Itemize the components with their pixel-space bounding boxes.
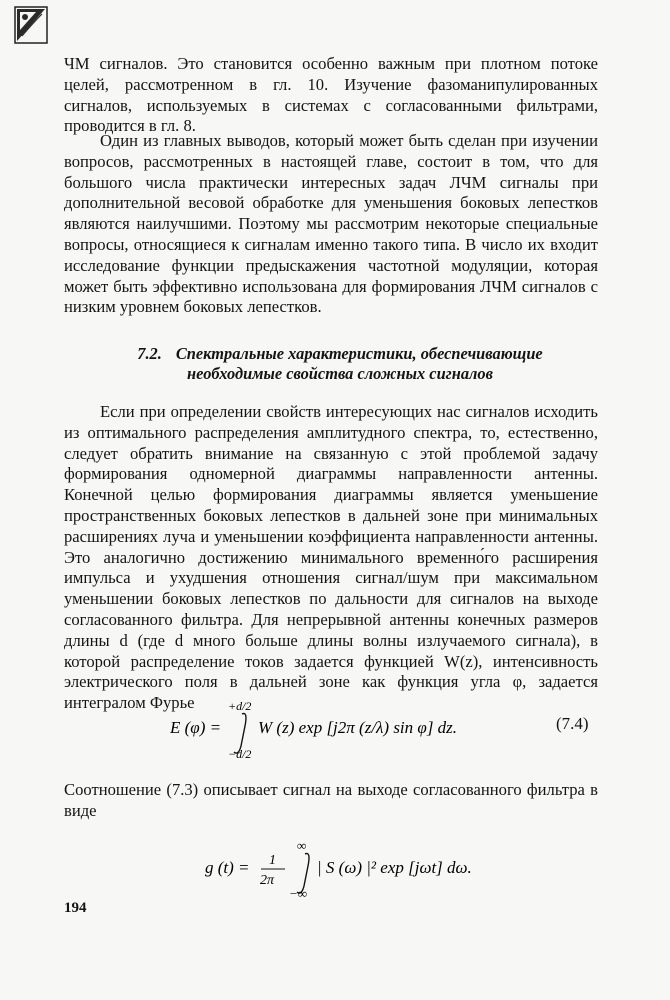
eq1-lhs: E (φ) = <box>170 718 222 737</box>
eq1-lower-limit: −d/2 <box>228 747 252 760</box>
eq2-lower-limit: −∞ <box>289 886 308 900</box>
eq1-upper-limit: +d/2 <box>228 700 252 713</box>
paragraph-3: Если при определении свойств интересующих нас сигналов исходить из оптимального распределения амплитудного спектра, то, естественно, следует обратить внимание на связанную с этой проблемой задачу формирования одномерной диаграммы направленности антенны. Конечной целью формирования диаграммы является уменьшение пространственных боковых лепестков в дальней зоне при минимальных расширениях луча и уменьшении коэффициента направленности антенны. Это аналогично достижению минимального временно́го расширения импульса и ухудшения отношения сигнал/шум при максимальном уменьшении боковых лепестков по дальности для сигналов на выходе согласованного фильтра. Для непрерывной антенны конечных размеров длины d (где d много больше длины волны излучаемого сигнала), в которой распределение токов задается функцией W(z), интенсивность электрического поля в дальней зоне как функция угла φ, задается интегралом Фурье <box>64 402 598 713</box>
eq2-integrand: | S (ω) |² exp [jωt] dω. <box>317 858 472 877</box>
paragraph-2: Один из главных выводов, который может быть сделан при изучении вопросов, рассмотренных в настоящей главе, состоит в том, что для большого числа практически интересных задач ЛЧМ сигналы при дополнительной весовой обработке для уменьшения боковых лепестков являются наилучшими. Поэтому мы рассмотрим некоторые специальные вопросы, относящиеся к сигналам именно такого типа. В число их входит исследование функции предыскажения частотной модуляции, которая может быть эффективно использована для формирования ЛЧМ сигналов с низким уровнем боковых лепестков. <box>64 131 598 317</box>
page-number: 194 <box>64 900 87 916</box>
equation-number: (7.4) <box>556 714 589 733</box>
section-heading <box>100 344 580 384</box>
eq2-fraction-denominator: 2π <box>260 873 275 888</box>
equation-matched-filter-output <box>205 840 485 900</box>
section-number: 7.2. <box>137 344 162 363</box>
corner-ornament-icon <box>14 6 48 44</box>
eq2-fraction-numerator: 1 <box>269 853 276 868</box>
paragraph-1: ЧМ сигналов. Это становится особенно важным при плотном потоке целей, рассмотренном в гл. 10. Изучение фазоманипулированных сигналов, используемых в системах с согласованными фильтрами, проводится в гл. 8. <box>64 54 598 136</box>
section-title-line-1: Спектральные характеристики, обеспечивающие <box>175 344 543 363</box>
paragraph-4: Соотношение (7.3) описывает сигнал на выходе согласованного фильтра в виде <box>64 780 598 820</box>
eq1-integrand: W (z) exp [j2π (z/λ) sin φ] dz. <box>258 718 458 737</box>
eq2-upper-limit: ∞ <box>297 840 307 853</box>
section-title-line-2: необходимые свойства сложных сигналов <box>187 364 493 383</box>
equation-7-4 <box>170 700 600 760</box>
eq2-lhs: g (t) = <box>205 858 250 877</box>
